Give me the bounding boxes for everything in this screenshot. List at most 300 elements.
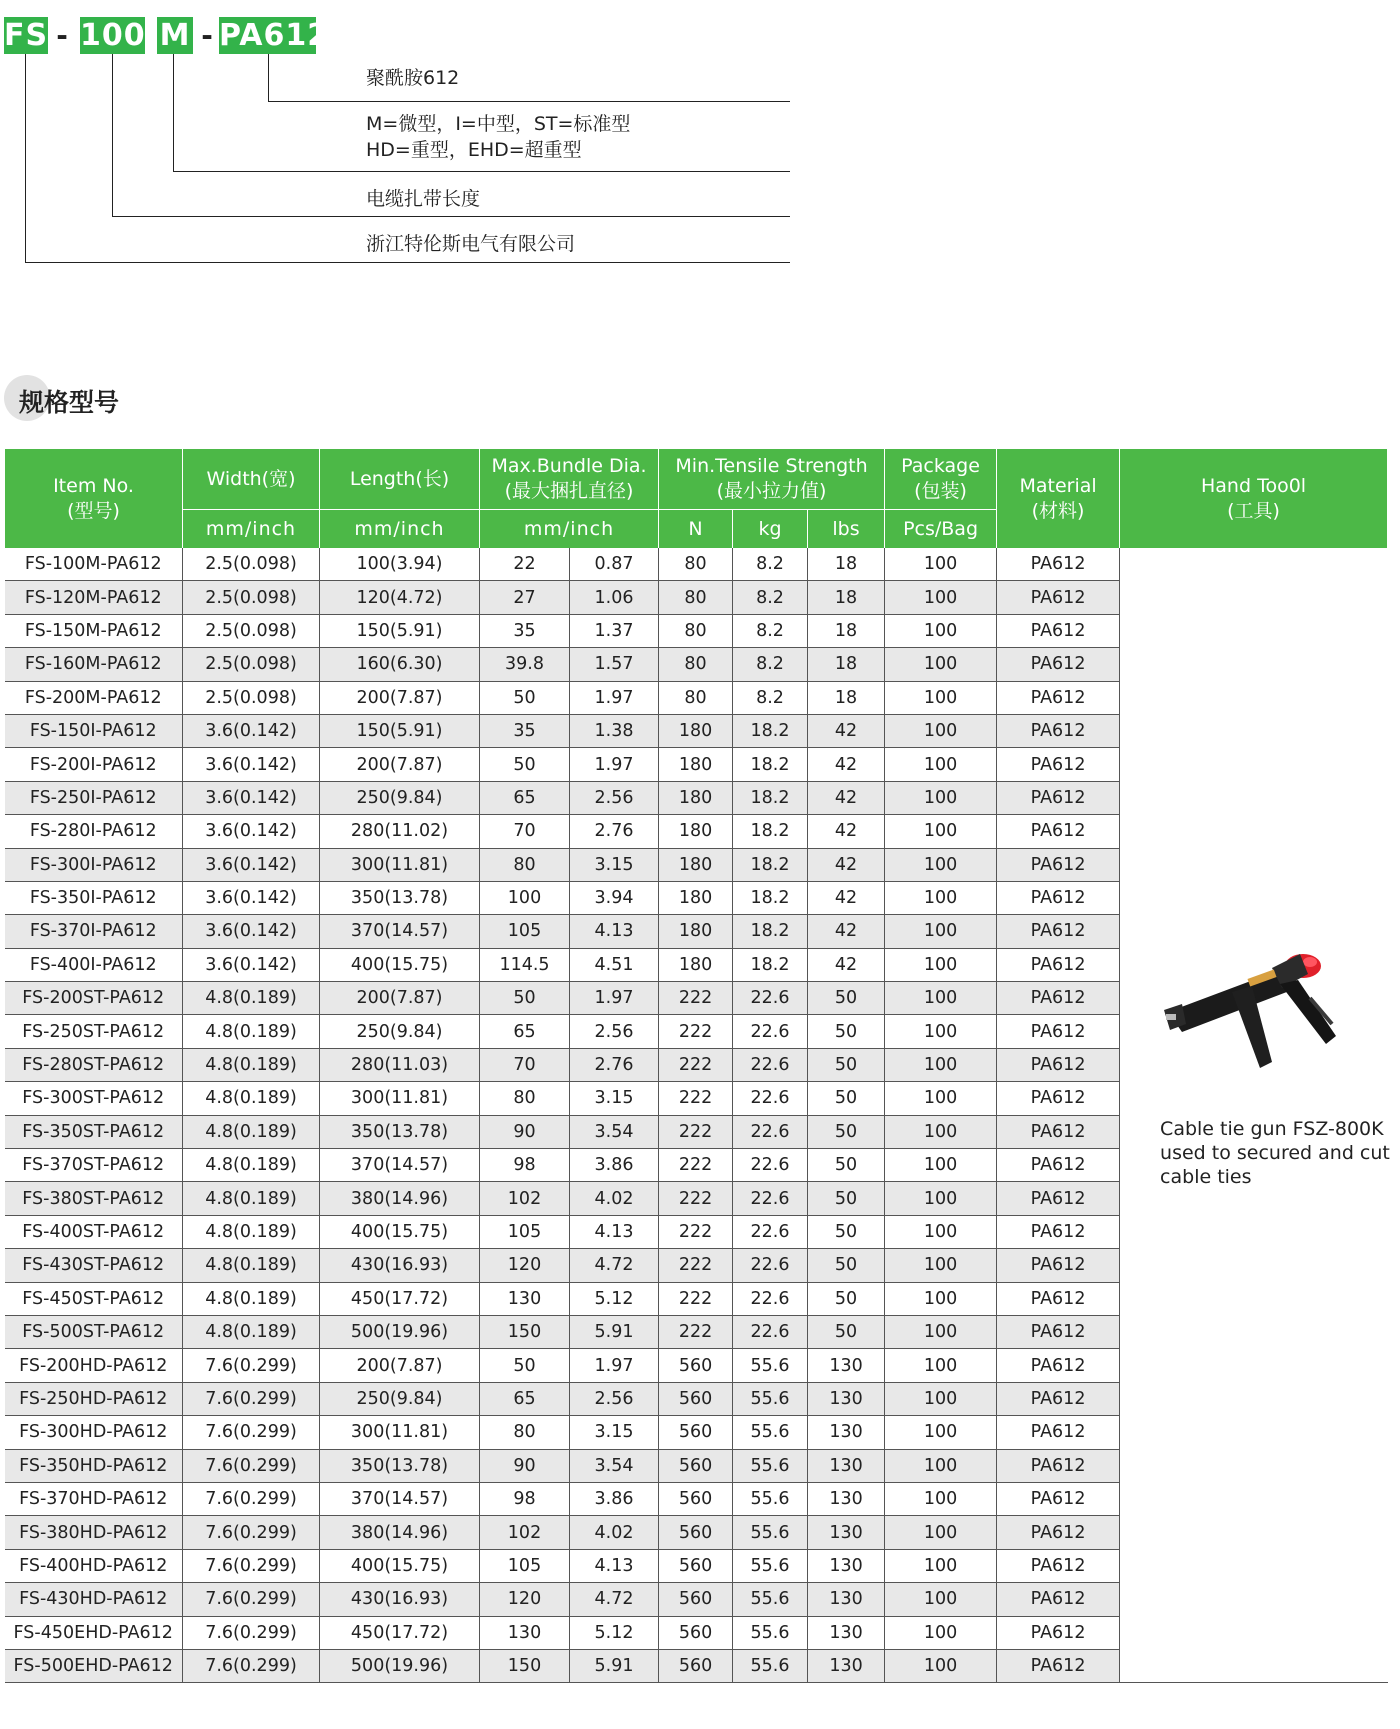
table-cell: 18 [808, 581, 885, 614]
table-cell: FS-450EHD-PA612 [5, 1616, 183, 1649]
legend-company [366, 231, 575, 257]
table-cell: 100 [885, 1282, 997, 1315]
legend-line: 聚酰胺612 [366, 67, 460, 89]
table-cell: 2.5(0.098) [183, 581, 320, 614]
table-cell: 350(13.78) [320, 1115, 480, 1148]
spec-table [4, 449, 1388, 1683]
table-cell: 130 [480, 1282, 570, 1315]
table-cell: FS-350I-PA612 [5, 881, 183, 914]
table-cell: 4.8(0.189) [183, 1149, 320, 1182]
table-cell: 1.06 [570, 581, 659, 614]
table-cell: 18.2 [733, 881, 808, 914]
table-cell: 100 [885, 881, 997, 914]
table-cell: 70 [480, 815, 570, 848]
table-cell: PA612 [997, 815, 1120, 848]
table-cell: 3.15 [570, 848, 659, 881]
table-cell: 370(14.57) [320, 915, 480, 948]
table-cell: 280(11.02) [320, 815, 480, 848]
table-cell: FS-200ST-PA612 [5, 982, 183, 1015]
table-cell: 55.6 [733, 1382, 808, 1415]
table-cell: 3.54 [570, 1115, 659, 1148]
table-cell: 50 [808, 1249, 885, 1282]
table-cell: 222 [659, 1149, 733, 1182]
table-cell: FS-250I-PA612 [5, 781, 183, 814]
table-cell: 7.6(0.299) [183, 1449, 320, 1482]
table-cell: PA612 [997, 1349, 1120, 1382]
table-cell: 1.97 [570, 1349, 659, 1382]
table-cell: 7.6(0.299) [183, 1583, 320, 1616]
table-cell: 100 [885, 1015, 997, 1048]
unit-width: mm/inch [183, 510, 320, 549]
table-cell: 50 [808, 1315, 885, 1348]
table-cell: 5.12 [570, 1616, 659, 1649]
table-cell: FS-400ST-PA612 [5, 1215, 183, 1248]
table-cell: 100 [885, 1583, 997, 1616]
table-cell: PA612 [997, 1583, 1120, 1616]
table-cell: 50 [480, 681, 570, 714]
table-cell: 8.2 [733, 581, 808, 614]
table-cell: FS-370ST-PA612 [5, 1149, 183, 1182]
table-cell: 5.91 [570, 1649, 659, 1682]
table-cell: FS-300I-PA612 [5, 848, 183, 881]
table-cell: FS-280ST-PA612 [5, 1048, 183, 1081]
connector-line [25, 262, 790, 263]
table-cell: 200(7.87) [320, 681, 480, 714]
table-cell: 100 [885, 1516, 997, 1549]
table-cell: FS-150M-PA612 [5, 614, 183, 647]
table-cell: 100 [885, 548, 997, 581]
header-package [885, 449, 997, 510]
table-cell: PA612 [997, 1048, 1120, 1081]
table-cell: 2.5(0.098) [183, 614, 320, 647]
table-cell: FS-500EHD-PA612 [5, 1649, 183, 1682]
table-cell: 7.6(0.299) [183, 1649, 320, 1682]
table-cell: 200(7.87) [320, 982, 480, 1015]
table-cell: 130 [480, 1616, 570, 1649]
table-cell: 222 [659, 1182, 733, 1215]
legend-type [366, 111, 630, 163]
table-cell: FS-250ST-PA612 [5, 1015, 183, 1048]
table-cell: 102 [480, 1182, 570, 1215]
legend-material [366, 65, 459, 91]
table-cell: 130 [808, 1549, 885, 1582]
table-cell: 80 [659, 648, 733, 681]
table-cell: PA612 [997, 1149, 1120, 1182]
table-cell: PA612 [997, 1282, 1120, 1315]
table-cell: 100 [885, 1449, 997, 1482]
table-cell: 80 [659, 614, 733, 647]
table-cell: 180 [659, 748, 733, 781]
table-cell: 100 [885, 1649, 997, 1682]
table-cell: 100 [885, 982, 997, 1015]
table-cell: 4.02 [570, 1516, 659, 1549]
spec-table-body [5, 548, 1388, 1683]
cable-tie-gun-image [1160, 940, 1350, 1080]
table-cell: FS-400I-PA612 [5, 948, 183, 981]
table-cell: 7.6(0.299) [183, 1416, 320, 1449]
table-cell: 560 [659, 1449, 733, 1482]
table-cell: 22.6 [733, 1115, 808, 1148]
legend-line: 浙江特伦斯电气有限公司 [366, 233, 576, 255]
table-cell: 18 [808, 548, 885, 581]
code-separator: - [56, 19, 68, 52]
table-cell: 130 [808, 1382, 885, 1415]
table-cell: 120(4.72) [320, 581, 480, 614]
table-cell: 400(15.75) [320, 1215, 480, 1248]
table-cell: 100 [885, 1048, 997, 1081]
table-cell: 2.5(0.098) [183, 548, 320, 581]
table-cell: 100 [885, 781, 997, 814]
table-cell: 250(9.84) [320, 781, 480, 814]
table-cell: 222 [659, 1015, 733, 1048]
table-cell: 102 [480, 1516, 570, 1549]
header-label: Max.Bundle Dia. [491, 455, 647, 477]
table-cell: 4.02 [570, 1182, 659, 1215]
header-material [997, 449, 1120, 548]
table-cell: PA612 [997, 1315, 1120, 1348]
table-cell: 222 [659, 1082, 733, 1115]
table-cell: 18.2 [733, 848, 808, 881]
table-cell: FS-500ST-PA612 [5, 1315, 183, 1348]
table-cell: 100(3.94) [320, 548, 480, 581]
table-cell: FS-200M-PA612 [5, 681, 183, 714]
table-cell: 500(19.96) [320, 1649, 480, 1682]
table-cell: PA612 [997, 614, 1120, 647]
table-cell: 8.2 [733, 548, 808, 581]
table-cell: 222 [659, 1048, 733, 1081]
table-cell: 42 [808, 714, 885, 747]
table-cell: 50 [808, 982, 885, 1015]
header-label: Item No. [53, 474, 134, 497]
table-cell: 3.15 [570, 1416, 659, 1449]
table-cell: 39.8 [480, 648, 570, 681]
table-cell: 100 [885, 681, 997, 714]
table-cell: 130 [808, 1349, 885, 1382]
table-cell: 130 [808, 1583, 885, 1616]
legend-line: 电缆扎带长度 [366, 188, 481, 210]
table-cell: 250(9.84) [320, 1382, 480, 1415]
table-cell: PA612 [997, 1649, 1120, 1682]
table-cell: 100 [885, 581, 997, 614]
code-part-material: PA612 [219, 18, 330, 53]
table-cell: FS-350HD-PA612 [5, 1449, 183, 1482]
table-cell: 65 [480, 781, 570, 814]
unit-length: mm/inch [320, 510, 480, 549]
table-cell: FS-250HD-PA612 [5, 1382, 183, 1415]
table-cell: 7.6(0.299) [183, 1349, 320, 1382]
table-cell: 2.5(0.098) [183, 681, 320, 714]
table-cell: 100 [885, 1249, 997, 1282]
table-cell: 80 [480, 848, 570, 881]
table-cell: 18.2 [733, 748, 808, 781]
table-cell: 222 [659, 1115, 733, 1148]
header-label-cn: (包装) [914, 480, 967, 502]
table-cell: 55.6 [733, 1549, 808, 1582]
unit-lbs: lbs [808, 510, 885, 549]
table-cell: 50 [480, 1349, 570, 1382]
table-cell: 4.72 [570, 1249, 659, 1282]
table-cell: 560 [659, 1549, 733, 1582]
table-cell: PA612 [997, 581, 1120, 614]
table-cell: 42 [808, 848, 885, 881]
table-cell: 55.6 [733, 1449, 808, 1482]
table-cell: 1.97 [570, 982, 659, 1015]
table-cell: 105 [480, 1549, 570, 1582]
table-cell: FS-200HD-PA612 [5, 1349, 183, 1382]
table-cell: 130 [808, 1482, 885, 1515]
table-cell: 7.6(0.299) [183, 1382, 320, 1415]
table-cell: 4.72 [570, 1583, 659, 1616]
table-cell: PA612 [997, 1182, 1120, 1215]
table-cell: 100 [885, 1349, 997, 1382]
table-cell: PA612 [997, 1115, 1120, 1148]
table-cell: FS-280I-PA612 [5, 815, 183, 848]
table-cell: 100 [480, 881, 570, 914]
table-cell: 100 [885, 948, 997, 981]
table-cell: PA612 [997, 714, 1120, 747]
table-cell: 100 [885, 915, 997, 948]
table-cell: 4.8(0.189) [183, 1048, 320, 1081]
table-cell: 35 [480, 714, 570, 747]
table-cell: 370(14.57) [320, 1149, 480, 1182]
table-cell: 100 [885, 1549, 997, 1582]
table-cell: 430(16.93) [320, 1583, 480, 1616]
legend-line: HD=重型，EHD=超重型 [366, 139, 582, 161]
table-cell: 3.86 [570, 1149, 659, 1182]
table-cell: 8.2 [733, 681, 808, 714]
table-cell: PA612 [997, 1482, 1120, 1515]
table-cell: 400(15.75) [320, 948, 480, 981]
table-cell: 200(7.87) [320, 1349, 480, 1382]
table-cell: 500(19.96) [320, 1315, 480, 1348]
table-cell: FS-120M-PA612 [5, 581, 183, 614]
table-cell: 100 [885, 815, 997, 848]
table-cell: 35 [480, 614, 570, 647]
table-cell: 22.6 [733, 1282, 808, 1315]
table-cell: 50 [808, 1215, 885, 1248]
table-cell: PA612 [997, 982, 1120, 1015]
header-label: Package [901, 455, 980, 477]
table-cell: 100 [885, 848, 997, 881]
table-cell: 55.6 [733, 1349, 808, 1382]
connector-line [112, 216, 790, 217]
table-cell: 100 [885, 748, 997, 781]
table-cell: PA612 [997, 948, 1120, 981]
table-cell: 222 [659, 1282, 733, 1315]
table-cell: 130 [808, 1416, 885, 1449]
header-bundle [480, 449, 659, 510]
table-cell: FS-380HD-PA612 [5, 1516, 183, 1549]
table-cell: 50 [808, 1115, 885, 1148]
table-cell: 4.13 [570, 915, 659, 948]
table-cell: 3.54 [570, 1449, 659, 1482]
table-cell: 1.38 [570, 714, 659, 747]
table-cell: 80 [659, 681, 733, 714]
table-cell: PA612 [997, 881, 1120, 914]
table-cell: 350(13.78) [320, 1449, 480, 1482]
table-cell: 22.6 [733, 1015, 808, 1048]
table-cell: 280(11.03) [320, 1048, 480, 1081]
table-cell: 42 [808, 815, 885, 848]
legend-length [366, 186, 480, 212]
header-label-cn: (工具) [1227, 499, 1280, 522]
table-cell: 560 [659, 1616, 733, 1649]
connector-line [112, 54, 113, 217]
table-cell: 22 [480, 548, 570, 581]
table-cell: 3.6(0.142) [183, 915, 320, 948]
table-cell: 3.6(0.142) [183, 714, 320, 747]
table-cell: PA612 [997, 1382, 1120, 1415]
table-cell: 250(9.84) [320, 1015, 480, 1048]
table-cell: 430(16.93) [320, 1249, 480, 1282]
table-cell: 560 [659, 1516, 733, 1549]
table-cell: 100 [885, 1182, 997, 1215]
table-cell: 4.8(0.189) [183, 1282, 320, 1315]
table-cell: 22.6 [733, 1149, 808, 1182]
table-cell: 5.91 [570, 1315, 659, 1348]
table-cell: 100 [885, 714, 997, 747]
table-cell: 2.76 [570, 1048, 659, 1081]
code-separator: - [201, 19, 213, 52]
table-cell: 50 [808, 1282, 885, 1315]
table-cell: 3.15 [570, 1082, 659, 1115]
table-cell: FS-160M-PA612 [5, 648, 183, 681]
table-cell: 100 [885, 1315, 997, 1348]
table-cell: 55.6 [733, 1516, 808, 1549]
table-cell: 2.76 [570, 815, 659, 848]
header-width: Width(宽) [183, 449, 320, 510]
table-cell: 2.56 [570, 781, 659, 814]
table-cell: 222 [659, 1249, 733, 1282]
table-cell: 4.8(0.189) [183, 1215, 320, 1248]
table-cell: 80 [480, 1416, 570, 1449]
unit-kg: kg [733, 510, 808, 549]
table-cell: 18.2 [733, 915, 808, 948]
table-cell: 27 [480, 581, 570, 614]
unit-bundle: mm/inch [480, 510, 659, 549]
table-cell: 560 [659, 1416, 733, 1449]
table-cell: FS-450ST-PA612 [5, 1282, 183, 1315]
table-cell: 55.6 [733, 1482, 808, 1515]
table-cell: PA612 [997, 748, 1120, 781]
table-cell: 4.8(0.189) [183, 1082, 320, 1115]
table-cell: FS-300ST-PA612 [5, 1082, 183, 1115]
table-cell: 380(14.96) [320, 1182, 480, 1215]
header-tool [1120, 449, 1388, 548]
table-cell: 50 [480, 748, 570, 781]
table-cell: 180 [659, 781, 733, 814]
table-cell: PA612 [997, 781, 1120, 814]
table-cell: 7.6(0.299) [183, 1482, 320, 1515]
table-cell: 80 [480, 1082, 570, 1115]
table-cell: 50 [808, 1082, 885, 1115]
table-cell: 4.8(0.189) [183, 1115, 320, 1148]
table-cell: 100 [885, 1482, 997, 1515]
table-cell: PA612 [997, 1015, 1120, 1048]
table-cell: 222 [659, 1315, 733, 1348]
table-cell: 2.56 [570, 1015, 659, 1048]
table-cell: 18.2 [733, 781, 808, 814]
table-cell: 4.13 [570, 1549, 659, 1582]
table-cell: 100 [885, 1416, 997, 1449]
table-cell: FS-400HD-PA612 [5, 1549, 183, 1582]
table-cell: 42 [808, 881, 885, 914]
table-cell: 300(11.81) [320, 1082, 480, 1115]
table-row [5, 548, 1388, 581]
table-cell: PA612 [997, 1215, 1120, 1248]
table-cell: 2.5(0.098) [183, 648, 320, 681]
table-cell: PA612 [997, 681, 1120, 714]
table-cell: 3.6(0.142) [183, 848, 320, 881]
table-cell: 7.6(0.299) [183, 1516, 320, 1549]
table-cell: PA612 [997, 1249, 1120, 1282]
table-cell: 18 [808, 614, 885, 647]
table-cell: 55.6 [733, 1583, 808, 1616]
table-cell: PA612 [997, 848, 1120, 881]
table-cell: 130 [808, 1449, 885, 1482]
table-cell: 90 [480, 1115, 570, 1148]
section-title: 规格型号 [19, 388, 120, 417]
table-cell: 150 [480, 1315, 570, 1348]
table-cell: 42 [808, 748, 885, 781]
table-cell: 160(6.30) [320, 648, 480, 681]
table-cell: PA612 [997, 1616, 1120, 1649]
table-cell: 100 [885, 1382, 997, 1415]
table-cell: PA612 [997, 1516, 1120, 1549]
hand-tool-panel [1160, 940, 1390, 1189]
table-cell: PA612 [997, 1449, 1120, 1482]
table-cell: FS-150I-PA612 [5, 714, 183, 747]
table-cell: 4.8(0.189) [183, 1249, 320, 1282]
table-cell: 114.5 [480, 948, 570, 981]
table-cell: 8.2 [733, 614, 808, 647]
table-cell: 180 [659, 881, 733, 914]
table-cell: 150 [480, 1649, 570, 1682]
table-cell: 50 [808, 1182, 885, 1215]
table-cell: 560 [659, 1482, 733, 1515]
table-cell: 180 [659, 815, 733, 848]
table-cell: 7.6(0.299) [183, 1616, 320, 1649]
header-tensile [659, 449, 885, 510]
table-cell: 4.13 [570, 1215, 659, 1248]
table-cell: 150(5.91) [320, 714, 480, 747]
table-cell: 105 [480, 915, 570, 948]
table-cell: 450(17.72) [320, 1282, 480, 1315]
table-cell: 1.57 [570, 648, 659, 681]
connector-line [173, 54, 174, 172]
table-cell: 100 [885, 1215, 997, 1248]
unit-package: Pcs/Bag [885, 510, 997, 549]
table-cell: 70 [480, 1048, 570, 1081]
table-cell: 180 [659, 714, 733, 747]
table-cell: 18.2 [733, 948, 808, 981]
table-cell: FS-370I-PA612 [5, 915, 183, 948]
table-cell: 130 [808, 1516, 885, 1549]
table-cell: 4.8(0.189) [183, 1015, 320, 1048]
connector-line [268, 101, 790, 102]
table-cell: 300(11.81) [320, 848, 480, 881]
table-cell: 222 [659, 1215, 733, 1248]
table-cell: FS-380ST-PA612 [5, 1182, 183, 1215]
unit-newton: N [659, 510, 733, 549]
table-cell: 180 [659, 848, 733, 881]
table-cell: 90 [480, 1449, 570, 1482]
code-part-type: M [157, 17, 193, 54]
connector-line [268, 54, 269, 102]
table-cell: 80 [659, 548, 733, 581]
header-label-cn: (型号) [67, 499, 120, 522]
header-label-cn: (最大捆扎直径) [504, 480, 634, 502]
